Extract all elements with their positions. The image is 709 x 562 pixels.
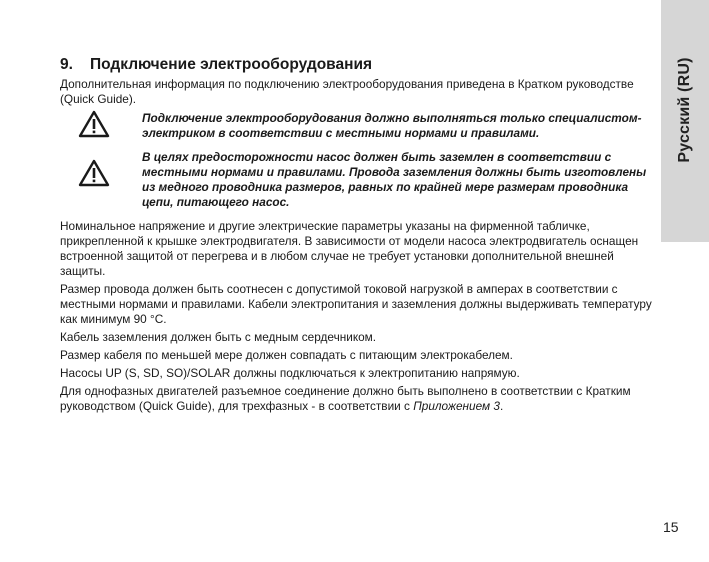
language-label: Русский (RU) (676, 57, 693, 163)
paragraph-direct-connection: Насосы UP (S, SD, SO)/SOLAR должны подключаться к электропитанию напрямую. (60, 366, 520, 380)
paragraph-wire-size: Размер провода должен быть соотнесен с допустимой токовой нагрузкой в амперах в соответствии с местными нормами и правилами. Кабели электропитания и заземления должны выдерживать температуру как минимум 90 °C. (60, 282, 652, 326)
warning-triangle-icon (78, 110, 110, 138)
section-heading (60, 56, 656, 74)
warning-electrician (60, 111, 656, 147)
appendix-reference: Приложением 3 (413, 399, 500, 413)
warning-triangle-icon (78, 159, 110, 187)
page-number: 15 (663, 519, 679, 535)
paragraph-ground-cable: Кабель заземления должен быть с медным сердечником. (60, 330, 377, 344)
language-side-tab (661, 0, 709, 242)
paragraph-cable-size: Размер кабеля по меньшей мере должен совпадать с питающим электрокабелем. (60, 348, 513, 362)
paragraph-text: Для однофазных двигателей разъемное соединение должно быть выполнено в соответствии с Кратким руководством (Quick Guide), для трехфазных - в соответствии с (60, 384, 631, 413)
warnings-block (60, 111, 656, 210)
paragraph-nameplate: Номинальное напряжение и другие электрические параметры указаны на фирменной табличке, прикрепленной к крышке электродвигателя. В зависимости от модели насоса электродвигатель оснащен встроенной защитой от перегрева и в любом случае не требует установки дополнительной внешней защиты. (60, 219, 639, 278)
intro-paragraph: Дополнительная информация по подключению электрооборудования приведена в Кратком руководстве (Quick Guide). (60, 77, 634, 106)
paragraph-motor-connection (60, 384, 656, 414)
section-number: 9. (60, 56, 73, 73)
warning-grounding (60, 150, 656, 210)
warning-text: В целях предосторожности насос должен быть заземлен в соответствии с местными нормами и правилами. Провода заземления должны быть изготовлены из медного проводника размеров, равных по крайней мере размерам проводника цепи, питающего насос. (142, 150, 647, 209)
warning-text: Подключение электрооборудования должно выполняться только специалистом-электриком в соответствии с местными нормами и правилами. (142, 111, 642, 140)
section-title: Подключение электрооборудования (90, 56, 373, 73)
paragraph-end: . (499, 399, 504, 413)
page-content (60, 56, 656, 417)
